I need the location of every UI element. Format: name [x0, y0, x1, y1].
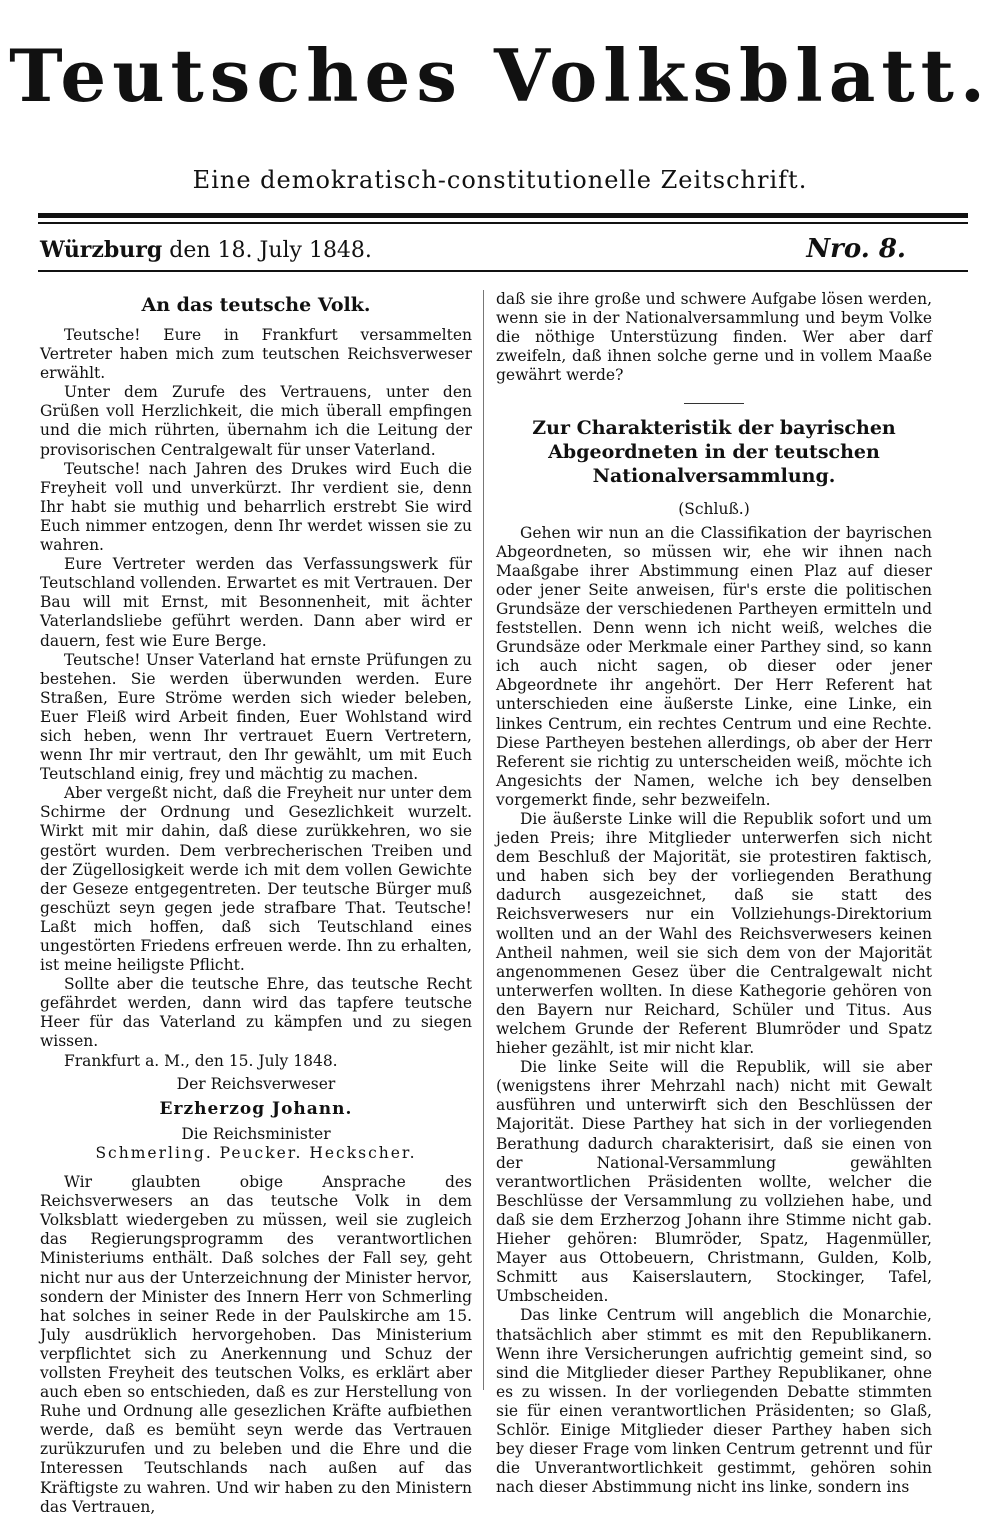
- masthead-rule-thick: [38, 213, 968, 218]
- masthead-rule-thin: [38, 222, 968, 224]
- masthead-title: Teutsches Volksblatt.: [9, 33, 991, 118]
- ministers-title: Die Reichsminister: [181, 1124, 331, 1143]
- section-divider: [684, 403, 744, 404]
- dateline: [40, 237, 372, 263]
- paragraph: Eure Vertreter werden das Verfassungswerk für Teutschland vollenden. Erwartet es mit Vertrauen. Der Bau will mit Ernst, mit Besonnenheit, mit ächter Vaterlandsliebe geführt werden. Dann aber wird er dauern, fest wie Eure Berge.: [40, 555, 472, 650]
- paragraph: Teutsche! nach Jahren des Drukes wird Euch die Freyheit voll und unverkürzt. Ihr verdient sie, denn Ihr habt sie muthig und beharrlich erstrebt Sie wird Euch nimmer entzogen, denn Ihr werdet wissen sie zu wahren.: [40, 459, 472, 555]
- right-column: [496, 290, 932, 1497]
- continuation-paragraph: daß sie ihre große und schwere Aufgabe lösen werden, wenn sie in der Nationalversammlung und beym Volke die nöthige Unterstüzung finden. Wer aber darf zweifeln, daß ihnen solche gerne und in vollem Maaße gewährt werde?: [496, 290, 932, 385]
- left-column: [40, 290, 472, 1517]
- signature-title: Der Reichsverweser: [176, 1074, 336, 1093]
- paragraph: Sollte aber die teutsche Ehre, das teutsche Recht gefährdet werden, dann wird das tapfere teutsche Heer für das Vaterland zu kämpfen und zu siegen wissen.: [40, 975, 472, 1051]
- article-heading-proclamation: An das teutsche Volk.: [141, 294, 371, 316]
- paragraph: Die äußerste Linke will die Republik sofort und um jeden Preis; ihre Mitglieder unterwerfen sich nicht dem Beschluß der Majorität, sie protestiren faktisch, und haben sich bey der vorliegenden Berathung dadurch ausgezeichnet, daß sie statt des Reichsverwesers nur ein Vollziehungs-Direktorium wollten und an der Wahl des Reichsverwesers keinen Antheil nahmen, weil sie sich dem von der Majorität angenommenen Gesez über die Centralgewalt nicht unterwerfen wollten. In diese Kathegorie gehören von den Bayern nur Reichard, Schüler und Titus. Aus welchem Grunde der Referent Blumröder und Spatz hieher gezählt, ist mir nicht klar.: [496, 809, 932, 1058]
- paragraph: Teutsche! Eure in Frankfurt versammelten Vertreter haben mich zum teutschen Reichsverweser erwählt.: [40, 326, 472, 383]
- ministers-names: Schmerling. Peucker. Heckscher.: [95, 1143, 417, 1162]
- paragraph: Aber vergeßt nicht, daß die Freyheit nur unter dem Schirme der Ordnung und Gesezlichkeit wurzelt. Wirkt mit mir dahin, daß diese zurükkehren, wo sie gestört wurden. Dem verbrecherischen Treiben und der Zügellosigkeit werde ich mit dem vollen Gewichte der Geseze entgegentreten. Der teutsche Bürger muß geschüzt seyn gegen jede strafbare That. Teutsche! Laßt mich hoffen, daß sich Teutschland eines ungestörten Friedens erfreuen werde. Ihn zu erhalten, ist meine heiligste Pflicht.: [40, 784, 472, 975]
- paragraph: Das linke Centrum will angeblich die Monarchie, thatsächlich aber stimmt es mit den Republikanern. Wenn ihre Versicherungen aufrichtig gemeint sind, so sind die Mitglieder dieser Parthey Republikaner, ohne es zu wissen. In der vorliegenden Debatte stimmten sie für einen verantwortlichen Präsidenten; so Glaß, Schlör. Einige Mitglieder dieser Parthey haben sich bey dieser Frage vom linken Centrum getrennt und für die Unverantwortlichkeit gestimmt, gehören sohin nach dieser Abstimmung nicht ins linke, sondern ins: [496, 1306, 932, 1497]
- conclusion-note: (Schluß.): [678, 500, 750, 519]
- dateline-date: den 18. July 1848.: [169, 238, 372, 263]
- place-date-line: Frankfurt a. M., den 15. July 1848.: [64, 1051, 338, 1070]
- commentary-paragraph: Wir glaubten obige Ansprache des Reichsverwesers an das teutsche Volk in dem Volksblatt wiedergeben zu müssen, weil sie zugleich das Regierungsprogramm des verantwortlichen Ministeriums enthält. Daß solches der Fall sey, geht nicht nur aus der Unterzeichnung der Minister hervor, sondern der Minister des Innern Herr von Schmerling hat solches in seiner Rede in der Paulskirche am 15. July ausdrüklich hervorgehoben. Das Ministerium verpflichtet sich zu Anerkennung und Schuz der vollsten Freyheit des teutschen Volks, es erklärt aber auch eben so entschieden, daß es zur Herstellung von Ruhe und Ordnung alle gesezlichen Kräfte aufbiethen werde, daß es bemüht seyn werde das Vertrauen zurükzurufen und zu beleben und die Ehre und die Interessen Teutschlands nach außen auf das Kräftigste zu wahren. Und wir haben zu den Ministern das Vertrauen,: [40, 1173, 472, 1516]
- signature-name: Erzherzog Johann.: [159, 1098, 353, 1119]
- paragraph: Teutsche! Unser Vaterland hat ernste Prüfungen zu bestehen. Sie werden überwunden werden. Eure Straßen, Eure Ströme werden sich wieder beleben, Euer Fleiß wird Arbeit finden, Euer Wohlstand wird sich heben, wenn Ihr vertrauet Euern Vertretern, wenn Ihr mir vertraut, den Ihr gewählt, um mit Euch Teutschland einig, frey und mächtig zu machen.: [40, 650, 472, 784]
- paragraph: Die linke Seite will die Republik, will sie aber (wenigstens ihrer Mehrzahl nach) nicht mit Gewalt ausführen und unterwirft sich den Beschlüssen der Majorität. Diese Parthey hat sich in der vorliegenden Berathung dadurch charakterisirt, daß sie einen von der National-Versammlung gewählten verantwortlichen Präsidenten wollte, welcher die Beschlüsse der Versammlung zu vollziehen habe, und daß sie dem Erzherzog Johann ihre Stimme nicht gab. Hieher gehören: Blumröder, Spatz, Hagenmüller, Mayer aus Ottobeuern, Christmann, Gulden, Kolb, Schmitt aus Kaiserslautern, Stockinger, Tafel, Umbscheiden.: [496, 1058, 932, 1306]
- dateline-rule: [38, 270, 968, 272]
- article-heading-characteristics: Zur Charakteristik der bayrischen Abgeordneten in der teutschen Nationalversammlung.: [532, 417, 896, 488]
- dateline-place: Würzburg: [40, 237, 163, 263]
- issue-number: Nro. 8.: [806, 234, 906, 264]
- column-separator: [483, 290, 484, 1390]
- paragraph: Gehen wir nun an die Classifikation der bayrischen Abgeordneten, so müssen wir, ehe wir ihnen nach Maaßgabe ihrer Abstimmung einen Plaz auf dieser oder jener Seite anweisen, für's erste die politischen Grundsäze der verschiedenen Partheyen ermitteln und feststellen. Denn wenn ich nicht weiß, welches die Grundsäze oder Merkmale einer Parthey sind, so kann ich auch nicht sagen, ob dieser oder jener Abgeordnete ihr angehört. Der Herr Referent hat unterschieden eine äußerste Linke, eine Linke, ein linkes Centrum, ein rechtes Centrum und eine Rechte. Diese Partheyen bestehen allerdings, ob aber der Herr Referent sie richtig zu unterscheiden weiß, möchte ich Angesichts der Namen, welche ich bey denselben vorgemerkt finde, sehr bezweifeln.: [496, 523, 932, 809]
- masthead-subtitle: Eine demokratisch-constitutionelle Zeitschrift.: [192, 166, 808, 194]
- paragraph: Unter dem Zurufe des Vertrauens, unter den Grüßen voll Herzlichkeit, die mich überall empfingen und die mich rührten, übernahm ich die Leitung der provisorischen Centralgewalt für unser Vaterland.: [40, 383, 472, 459]
